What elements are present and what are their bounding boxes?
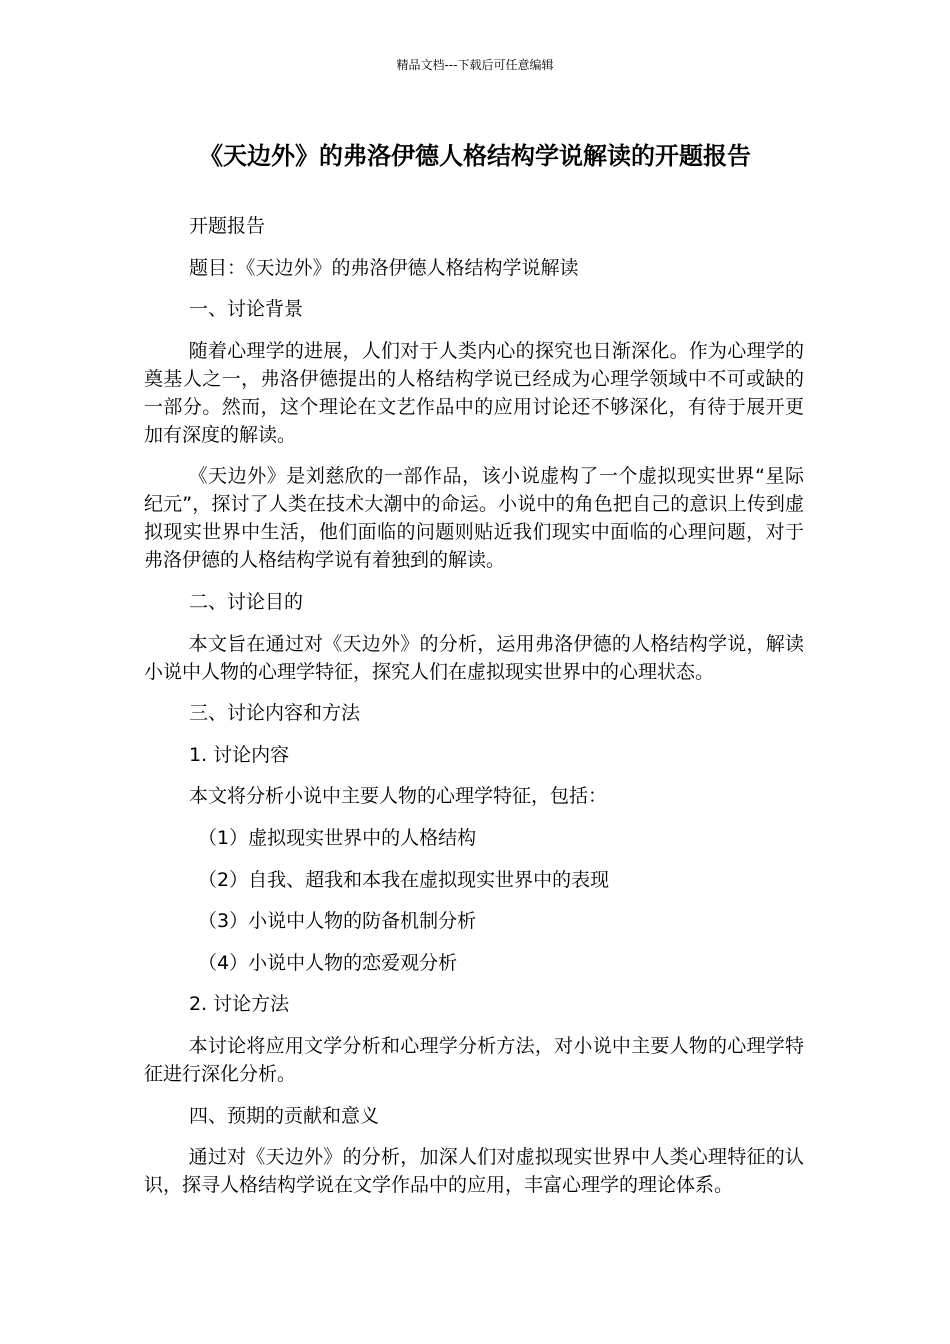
list-item-3: （3）小说中人物的防备机制分析 [198,910,477,933]
list-item-4: （4）小说中人物的恋爱观分析 [198,951,458,974]
section-heading-content-method: 三、讨论内容和方法 [189,702,361,725]
list-item-2: （2）自我、超我和本我在虚拟现实世界中的表现 [198,868,610,891]
document-body [144,212,804,1213]
subheading-method: 2. 讨论方法 [189,993,290,1016]
report-topic: 题目：《天边外》的弗洛伊德人格结构学说解读 [189,256,579,279]
document-title: 《天边外》的弗洛伊德人格结构学说解读的开题报告 [199,142,751,170]
paragraph-background-1: 随着心理学的进展，人们对于人类内心的探究也日渐深化。作为心理学的奠基人之一，弗洛伊德提出的人格结构学说已经成为心理学领域中不可或缺的一部分。然而，这个理论在文艺作品中的应用讨论还不够深化，有待于展开更加有深度的解读。 [144,339,804,446]
section-heading-purpose: 二、讨论目的 [189,590,304,613]
paragraph-background-2: 《天边外》是刘慈欣的一部作品，该小说虚构了一个虚拟现实世界“星际纪元”，探讨了人类在技术大潮中的命运。小说中的角色把自己的意识上传到虚拟现实世界中生活，他们面临的问题则贴近我们现实中面临的心理问题，对于弗洛伊德的人格结构学说有着独到的解读。 [144,465,804,572]
section-heading-significance: 四、预期的贡献和意义 [189,1104,380,1127]
section-heading-background: 一、讨论背景 [189,298,304,321]
list-item-1: （1）虚拟现实世界中的人格结构 [198,826,477,849]
header-note: 精品文档---下载后可任意编辑 [396,58,554,72]
paragraph-content-intro: 本文将分析小说中主要人物的心理学特征，包括： [189,785,608,808]
paragraph-method: 本讨论将应用文学分析和心理学分析方法，对小说中主要人物的心理学特征进行深化分析。 [144,1034,804,1085]
subheading-content: 1. 讨论内容 [189,743,290,766]
paragraph-purpose: 本文旨在通过对《天边外》的分析，运用弗洛伊德的人格结构学说，解读小说中人物的心理学特征，探究人们在虚拟现实世界中的心理状态。 [144,632,804,683]
report-label: 开题报告 [189,215,266,237]
paragraph-significance: 通过对《天边外》的分析，加深人们对虚拟现实世界中人类心理特征的认识，探寻人格结构学说在文学作品中的应用，丰富心理学的理论体系。 [144,1146,804,1197]
